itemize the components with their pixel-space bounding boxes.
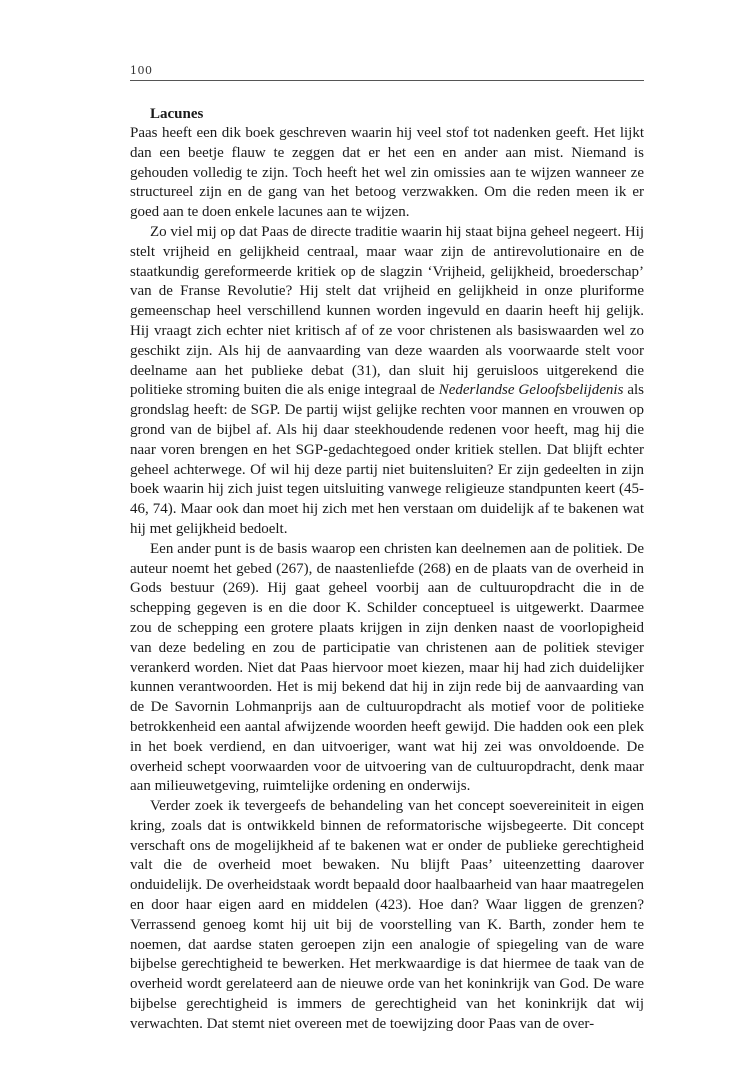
book-title-emphasis: Nederlandse Geloofsbelijdenis: [438, 382, 624, 399]
paragraph-2-text: Zo viel mij op dat Paas de directe traditie waarin hij staat bijna geheel negeert. Hij stelt vrijheid en gelijkheid centraal, maar waar zijn de antirevolutionaire en de staatkundig gereformeerde kritiek op de slagzin ‘Vrijheid, gelijkheid, broederschap’ van de Franse Revolutie? Hij stelt dat vrijheid en gelijkheid in onze pluriforme gemeenschap heel verschillend kunnen worden ingevuld en daarin heeft hij gelijk. Hij vraagt zich echter niet kritisch af of ze voor christenen als basiswaarden wel zo geschikt zijn. Als hij de aanvaarding van deze waarden als voorwaarde stelt voor deelname aan het publieke debat (31), dan sluit hij geruisloos uitgerekend die politieke stroming buiten die als enige integraal de: [130, 223, 644, 399]
paragraph-4: Verder zoek ik tevergeefs de behandeling van het concept soevereiniteit in eigen kring, zoals dat is ontwikkeld binnen de reformatorische wijsbegeerte. Dit concept verschaft ons de mogelijkheid af te bakenen wat er onder de publieke gerechtigheid valt die de overheid moet bewaken. Nu blijft Paas’ uiteenzetting daarover onduidelijk. De overheidstaak wordt bepaald door haalbaarheid van haar maatregelen en door haar eigen aard en middelen (423). Hoe dan? Waar liggen de grenzen? Verrassend genoeg komt hij uit bij de voorstelling van K. Barth, zonder hem te noemen, dat aardse staten geroepen zijn een analogie of spiegeling van de ware bijbelse gerechtigheid te bewerken. Het merkwaardige is dat hiermee de taak van de overheid wordt gerelateerd aan de nieuwe orde van het koninkrijk van God. De ware bijbelse gerechtigheid is immers de gerechtigheid van het koninkrijk dat wij verwachten. Dat stemt niet overeen met de toewijzing door Paas van de over-: [130, 798, 644, 1032]
paragraph-1: Paas heeft een dik boek geschreven waarin hij veel stof tot nadenken geeft. Het lijkt dan een beetje flauw te zeggen dat er het een en ander aan mist. Niemand is gehouden volledig te zijn. Toch heeft het wel zin omissies aan te wijzen wanneer ze structureel zijn en de gang van het betoog verzwakken. Om die reden meen ik er goed aan te doen enkele lacunes aan te wijzen.: [130, 125, 644, 221]
paragraph-2-tail: als grondslag heeft: de SGP. De partij wijst gelijke rechten voor mannen en vrouwen op grond van de bijbel af. Als hij daar steekhoudende redenen voor heeft, mag hij die naar voren brengen en het SGP-gedachtegoed onder kritiek stellen. Dat blijft echter geheel achterwege. Of wil hij deze partij niet buitensluiten? Er zijn gedeelten in zijn boek waarin hij zich juist tegen uitsluiting vanwege religieuze standpunten keert (45-46, 74). Maar ook dan moet hij zich met hen verstaan om duidelijk af te bakenen wat hij met gelijkheid bedoelt.: [130, 382, 644, 537]
body-text: [130, 124, 644, 1035]
section-heading: Lacunes: [150, 106, 204, 122]
page-number: 100: [130, 64, 153, 77]
paragraph-3: Een ander punt is de basis waarop een christen kan deelnemen aan de politiek. De auteur noemt het gebed (267), de naastenliefde (268) en de plaats van de overheid in Gods bestuur (269). Hij gaat geheel voorbij aan de cultuuropdracht die in de schepping gegeven is en die door K. Schilder conceptueel is uitgewerkt. Daarmee zou de schepping een grotere plaats krijgen in zijn denken naast de voorlopigheid van deze bedeling en zou de participatie van christenen aan de politiek steviger verankerd worden. Niet dat Paas hiervoor moet kiezen, maar hij had zich duidelijker kunnen verantwoorden. Het is mij bekend dat hij in zijn rede bij de aanvaarding van de De Savornin Lohmanprijs aan de cultuuropdracht als motief voor de politieke betrokkenheid een aantal afwijzende woorden heeft gewijd. Die hadden ook een plek in het boek verdiend, en dan uitvoeriger, want wat hij zei was onvoldoende. De overheid schept voorwaarden voor de uitvoering van de cultuuropdracht, denk maar aan milieuwetgeving, ruimtelijke ordening en onderwijs.: [130, 540, 644, 795]
header-rule: [130, 80, 644, 81]
paragraph-2: [130, 223, 644, 540]
